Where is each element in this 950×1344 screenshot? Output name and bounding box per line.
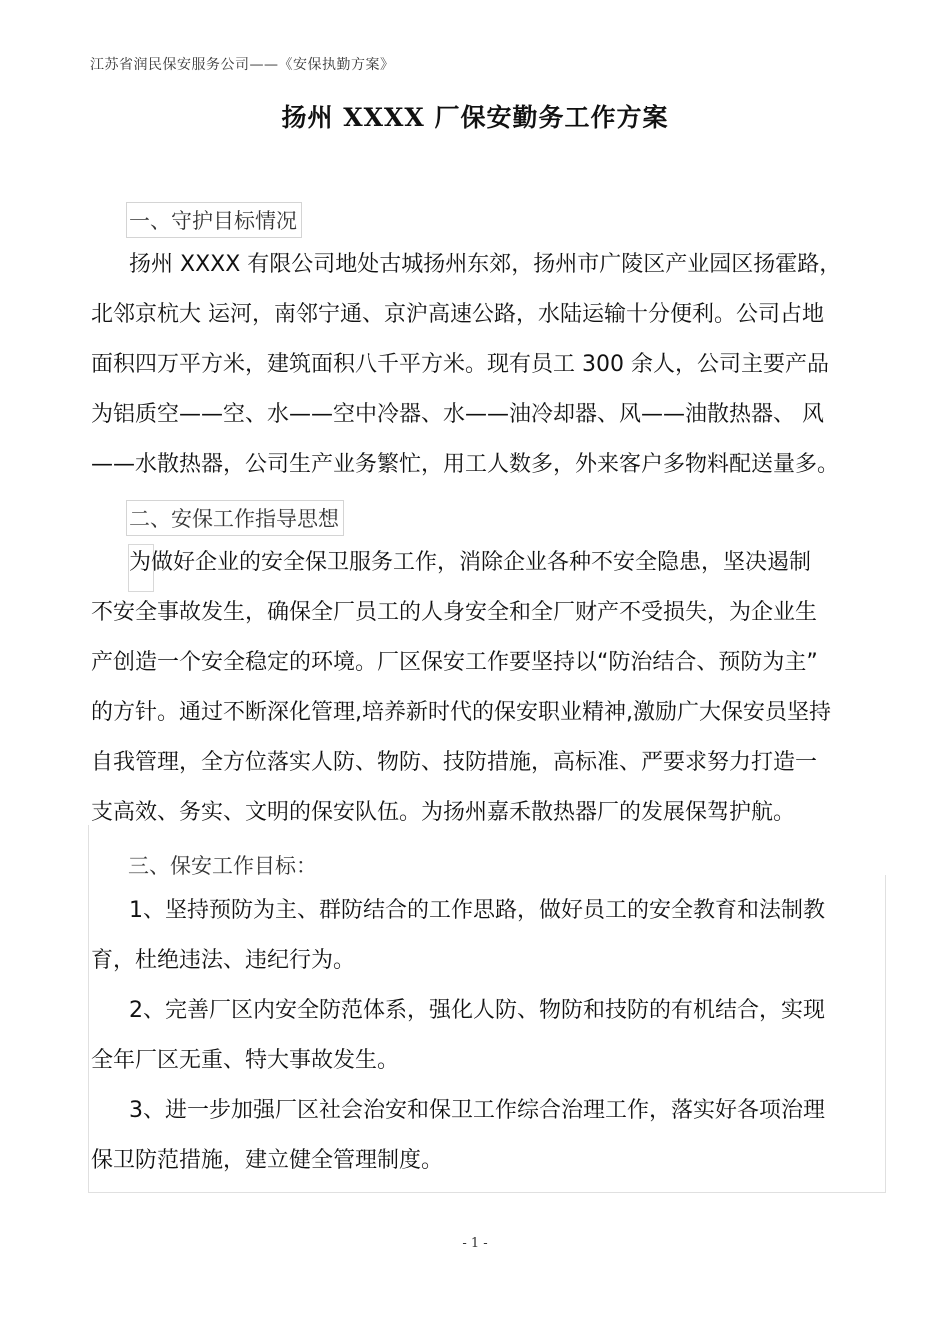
paragraph-line: 不安全事故发生，确保全厂员工的人身安全和全厂财产不受损失，为企业生: [91, 600, 818, 625]
section-1-paragraph: [91, 240, 891, 490]
section-3-box-left: [88, 825, 89, 1193]
section-2-paragraph: [91, 538, 891, 838]
paragraph-line: 面积四万平方米，建筑面积八千平方米。现有员工 300 余人，公司主要产品: [91, 352, 829, 377]
section-3-item-1: [91, 886, 891, 986]
paragraph-line: 为铝质空——空、水——空中冷器、水——油冷却器、风——油散热器、 风: [91, 402, 824, 427]
paragraph-line: 育，杜绝违法、违纪行为。: [91, 948, 356, 973]
document-title: 扬州 XXXX 厂保安勤务工作方案: [281, 103, 669, 132]
paragraph-line: 扬州 XXXX 有限公司地处古城扬州东郊，扬州市广陵区产业园区扬霍路，: [129, 252, 842, 277]
paragraph-line: 北邻京杭大 运河，南邻宁通、京沪高速公路，水陆运输十分便利。公司占地: [91, 302, 824, 327]
running-header: 江苏省润民保安服务公司——《安保执勤方案》: [90, 57, 395, 73]
paragraph-line: 支高效、务实、文明的保安队伍。为扬州嘉禾散热器厂的发展保驾护航。: [91, 800, 796, 825]
paragraph-line: 为做好企业的安全保卫服务工作，消除企业各种不安全隐患，坚决遏制: [129, 550, 812, 575]
section-1-heading: 一、守护目标情况: [126, 202, 302, 238]
paragraph-line: 2、完善厂区内安全防范体系，强化人防、物防和技防的有机结合，实现: [129, 998, 825, 1023]
section-2-heading: 二、安保工作指导思想: [126, 500, 344, 536]
section-3-item-3: [91, 1086, 891, 1186]
paragraph-line: 自我管理，全方位落实人防、物防、技防措施，高标准、严要求努力打造一: [91, 750, 818, 775]
section-3-box-bottom: [88, 1192, 886, 1193]
paragraph-line: 保卫防范措施，建立健全管理制度。: [91, 1148, 444, 1173]
paragraph-line: 的方针。通过不断深化管理,培养新时代的保安职业精神,激励广大保安员坚持: [91, 700, 831, 725]
paragraph-line: ——水散热器，公司生产业务繁忙，用工人数多，外来客户多物料配送量多。: [91, 452, 840, 477]
paragraph-line: 产创造一个安全稳定的环境。厂区保安工作要坚持以“防治结合、预防为主”: [91, 650, 818, 675]
section-3-item-2: [91, 986, 891, 1086]
paragraph-line: 3、进一步加强厂区社会治安和保卫工作综合治理工作，落实好各项治理: [129, 1098, 825, 1123]
section-3-heading: 三、保安工作目标：: [128, 854, 317, 878]
paragraph-line: 全年厂区无重、特大事故发生。: [91, 1048, 400, 1073]
paragraph-line: 1、坚持预防为主、群防结合的工作思路，做好员工的安全教育和法制教: [129, 898, 825, 923]
page-number: - 1 -: [462, 1236, 488, 1251]
